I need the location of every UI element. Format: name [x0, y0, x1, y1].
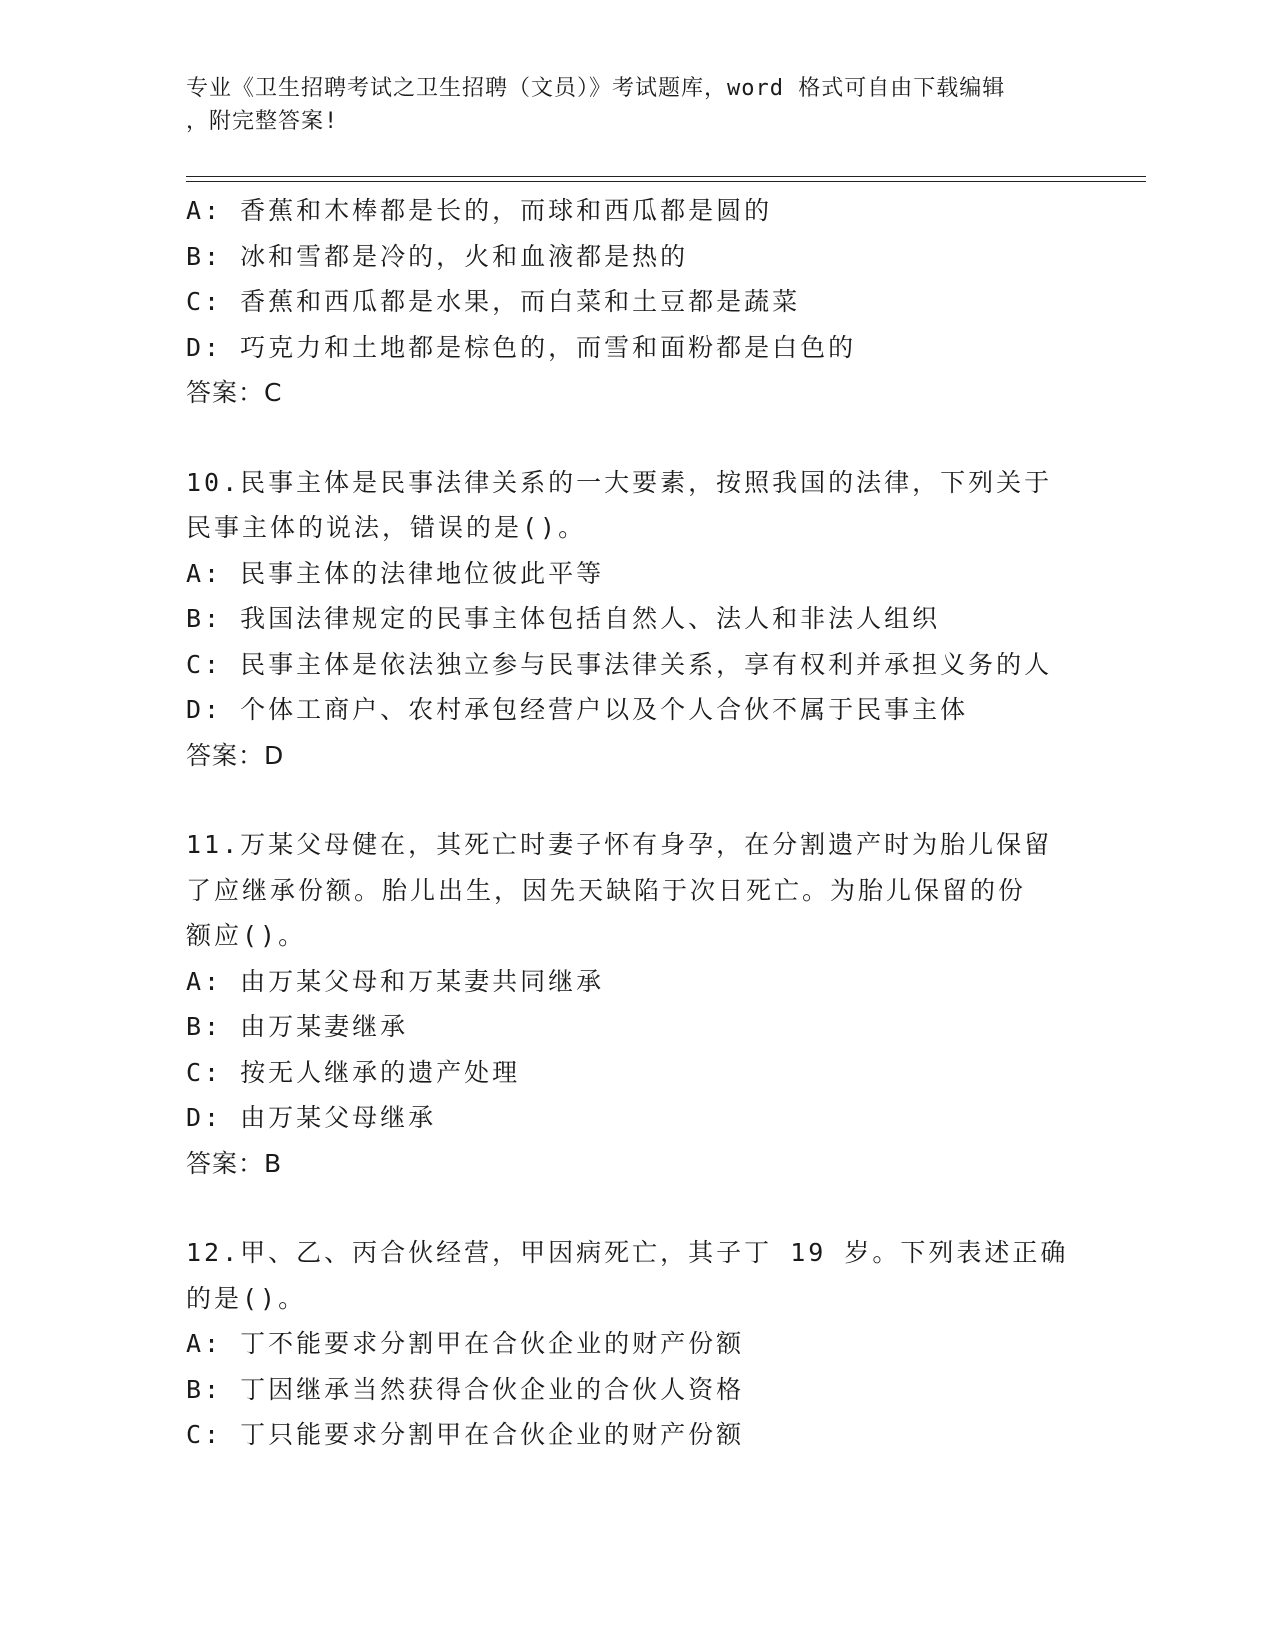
header-line-2: ，附完整答案!: [186, 109, 339, 134]
question-stem-line: 的是()。: [186, 1283, 307, 1313]
document-header: [186, 72, 1066, 138]
answer: 答案：B: [186, 1148, 283, 1178]
option-c: C: 按无人继承的遗产处理: [186, 1057, 521, 1087]
answer: 答案：D: [186, 740, 285, 770]
option-c: C: 丁只能要求分割甲在合伙企业的财产份额: [186, 1420, 745, 1449]
option-c: C: 民事主体是依法独立参与民事法律关系，享有权利并承担义务的人: [186, 649, 1053, 679]
answer: 答案：C: [186, 378, 283, 407]
header-line-1: 专业《卫生招聘考试之卫生招聘（文员）》考试题库，word 格式可自由下载编辑: [186, 76, 1006, 101]
option-a: A: 丁不能要求分割甲在合伙企业的财产份额: [186, 1329, 745, 1358]
question-12: [186, 1230, 1086, 1458]
question-11: [186, 822, 1086, 1186]
option-b: B: 冰和雪都是冷的，火和血液都是热的: [186, 241, 689, 271]
option-d: D: 由万某父母继承: [186, 1103, 437, 1132]
option-a: A: 由万某父母和万某妻共同继承: [186, 966, 605, 996]
option-c: C: 香蕉和西瓜都是水果，而白菜和土豆都是蔬菜: [186, 287, 801, 316]
option-b: B: 由万某妻继承: [186, 1012, 409, 1041]
question-9: [186, 188, 1086, 416]
option-a: A: 民事主体的法律地位彼此平等: [186, 558, 605, 588]
option-b: B: 丁因继承当然获得合伙企业的合伙人资格: [186, 1374, 745, 1404]
question-stem-line: 民事主体的说法，错误的是()。: [186, 513, 587, 542]
option-d: D: 巧克力和土地都是棕色的，而雪和面粉都是白色的: [186, 332, 857, 362]
question-10: [186, 460, 1086, 779]
header-rule-bottom: [186, 181, 1146, 182]
question-stem-line: 12.甲、乙、丙合伙经营，甲因病死亡，其子丁 19 岁。下列表述正确: [186, 1238, 1069, 1267]
question-stem-line: 10.民事主体是民事法律关系的一大要素，按照我国的法律，下列关于: [186, 467, 1053, 497]
question-stem-line: 11.万某父母健在，其死亡时妻子怀有身孕，在分割遗产时为胎儿保留: [186, 830, 1053, 859]
option-a: A: 香蕉和木棒都是长的，而球和西瓜都是圆的: [186, 196, 773, 225]
option-d: D: 个体工商户、农村承包经营户以及个人合伙不属于民事主体: [186, 695, 969, 724]
question-list: [186, 188, 1086, 1458]
question-stem-line: 了应继承份额。胎儿出生，因先天缺陷于次日死亡。为胎儿保留的份: [186, 875, 1027, 905]
question-stem-line: 额应()。: [186, 921, 307, 950]
header-rule-top: [186, 176, 1146, 177]
option-b: B: 我国法律规定的民事主体包括自然人、法人和非法人组织: [186, 604, 941, 633]
